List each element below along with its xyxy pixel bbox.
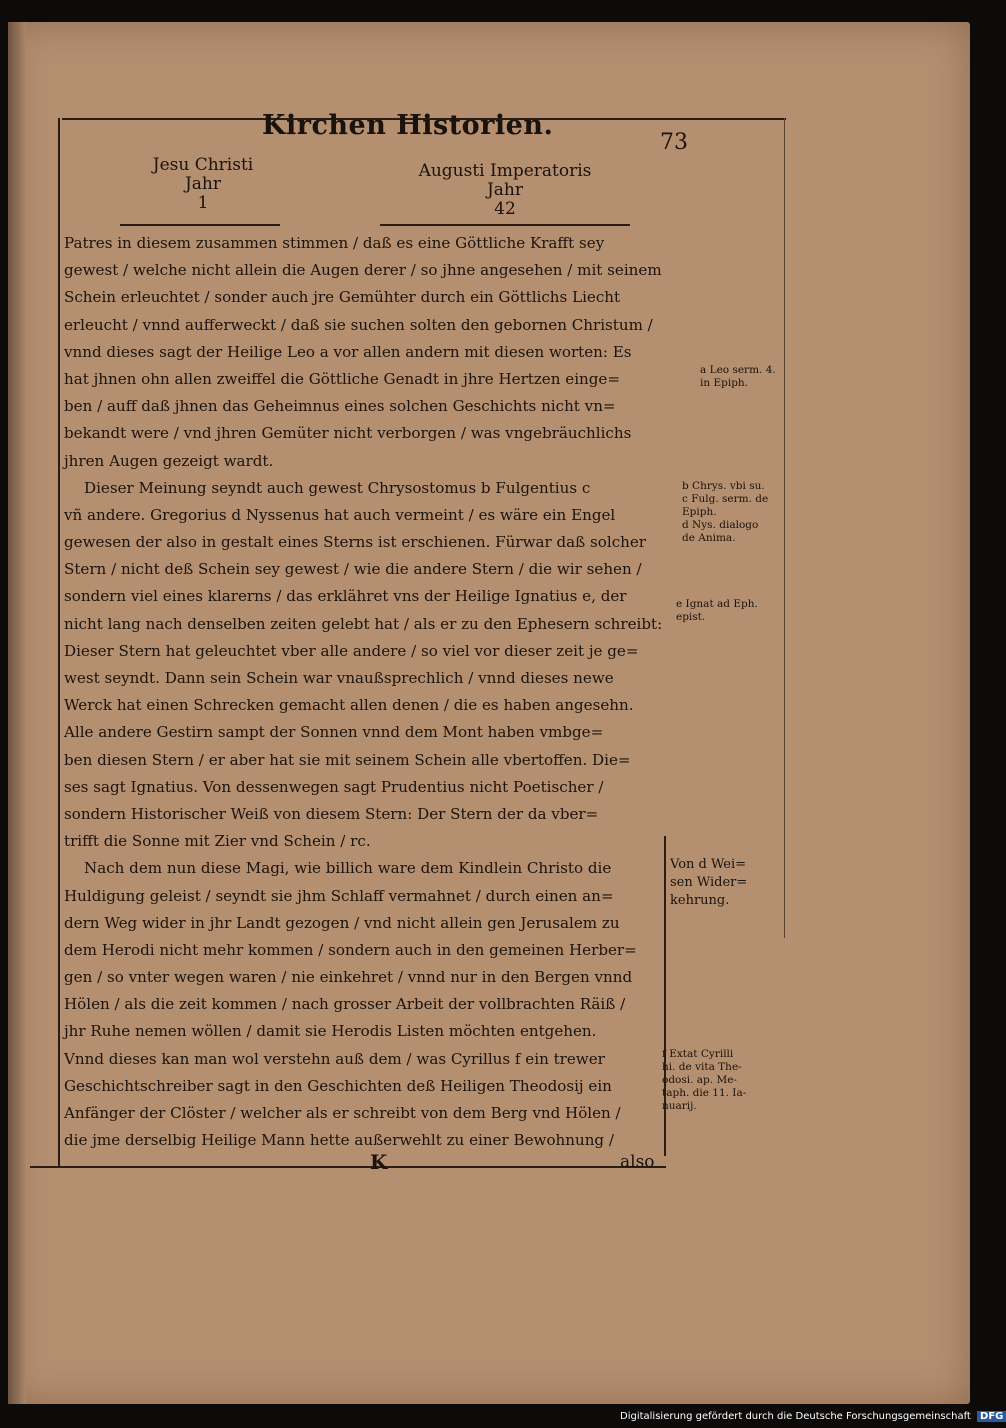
page-gutter (8, 22, 26, 1404)
footer-text: Digitalisierung gefördert durch die Deutsche Forschungsgemeinschaft (620, 1411, 971, 1422)
dfg-logo-icon: DFG (977, 1411, 1006, 1422)
margin-note-e (676, 598, 758, 624)
text-line: hat jhnen ohn allen zweiffel die Göttliche Genadt in jhre Hertzen einge= (64, 369, 620, 388)
column-head-right-line3: 42 (494, 199, 516, 219)
text-line: vñ andere. Gregorius d Nyssenus hat auch vermeint / es wäre ein Engel (64, 505, 616, 524)
margin-note-line: f Extat Cyrilli (662, 1048, 734, 1060)
margin-note-line: Von d Wei= (670, 857, 747, 872)
margin-note-line: epist. (676, 611, 706, 623)
margin-note-line: taph. die 11. Ia- (662, 1087, 747, 1099)
page-number: 73 (660, 130, 688, 155)
text-line: die jme derselbig Heilige Mann hette außerwehlt zu einer Bewohnung / (64, 1131, 614, 1150)
frame-rule-left (58, 118, 60, 1168)
margin-note-line: odosi. ap. Me- (662, 1074, 737, 1086)
frame-rule-right-outer (784, 118, 785, 938)
main-text-block (64, 230, 664, 1154)
text-line: Huldigung geleist / seyndt sie jhm Schlaff vermahnet / durch einen an= (64, 886, 614, 905)
margin-note-line: a Leo serm. 4. (700, 364, 776, 376)
running-head: Kirchen Historien. (262, 110, 554, 141)
text-line: Stern / nicht deß Schein sey gewest / wie die andere Stern / die wir sehen / (64, 560, 642, 579)
column-head-right (405, 162, 605, 219)
margin-note-line: de Anima. (682, 532, 736, 544)
margin-note-line: hi. de vita The- (662, 1061, 742, 1073)
text-line: jhren Augen gezeigt wardt. (64, 451, 274, 470)
margin-note-line: e Ignat ad Eph. (676, 598, 758, 610)
margin-note-heading (670, 856, 747, 910)
text-line: dern Weg wider in jhr Landt gezogen / vnd nicht allein gen Jerusalem zu (64, 913, 620, 932)
column-head-right-line1: Augusti Imperatoris (418, 161, 592, 181)
text-line: gewest / welche nicht allein die Augen derer / so jhne angesehen / mit seinem (64, 261, 662, 280)
margin-note-line: in Epiph. (700, 377, 749, 389)
signature-mark: K (370, 1150, 388, 1174)
text-line: sondern Historischer Weiß von diesem Stern: Der Stern der da vber= (64, 804, 599, 823)
column-rule-left (120, 224, 280, 226)
column-head-right-line2: Jahr (486, 180, 524, 200)
margin-note-f (662, 1048, 746, 1113)
text-line: Vnnd dieses kan man wol verstehn auß dem / was Cyrillus f ein trewer (64, 1049, 605, 1068)
text-line: gewesen der also in gestalt eines Sterns ist erschienen. Fürwar daß solcher (64, 533, 647, 552)
text-line: ben / auff daß jhnen das Geheimnus eines solchen Geschichts nicht vn= (64, 397, 616, 416)
catchword: also (620, 1152, 655, 1172)
text-line: west seyndt. Dann sein Schein war vnaußsprechlich / vnnd dieses newe (64, 669, 614, 687)
text-line: Werck hat einen Schrecken gemacht allen denen / die es haben angesehn. (64, 696, 634, 715)
text-line: Dieser Meinung seyndt auch gewest Chrysostomus b Fulgentius c (84, 478, 591, 497)
margin-note-line: b Chrys. vbi su. (682, 480, 765, 492)
text-line: Dieser Stern hat geleuchtet vber alle andere / so viel vor dieser zeit je ge= (64, 641, 639, 660)
text-line: Hölen / als die zeit kommen / nach grosser Arbeit der vollbrachten Räiß / (64, 995, 626, 1014)
margin-note-line: nuarij. (662, 1100, 697, 1112)
text-line: Geschichtschreiber sagt in den Geschichten deß Heiligen Theodosij ein (64, 1076, 612, 1095)
text-line: Alle andere Gestirn sampt der Sonnen vnnd dem Mont haben vmbge= (64, 723, 604, 742)
text-line: sondern viel eines klarerns / das erklähret vns der Heilige Ignatius e, der (64, 587, 627, 606)
frame-rule-bottom (30, 1166, 666, 1168)
margin-note-line: sen Wider= (670, 875, 748, 890)
text-line: ses sagt Ignatius. Von dessenwegen sagt Prudentius nicht Poetischer / (64, 777, 604, 796)
margin-note-a (700, 364, 776, 390)
text-line: nicht lang nach denselben zeiten gelebt hat / als er zu den Ephesern schreibt: (64, 614, 663, 633)
text-line: Anfänger der Clöster / welcher als er schreibt von dem Berg vnd Hölen / (64, 1104, 621, 1122)
column-rule-right (380, 224, 630, 226)
margin-note-line: d Nys. dialogo (682, 519, 759, 531)
text-line: gen / so vnter wegen waren / nie einkehret / vnnd nur in den Bergen vnnd (64, 968, 633, 987)
text-line: trifft die Sonne mit Zier vnd Schein / rc. (64, 832, 371, 851)
text-line: Patres in diesem zusammen stimmen / daß es eine Göttliche Krafft sey (64, 234, 605, 252)
margin-note-line: c Fulg. serm. de (682, 493, 769, 505)
footer-credit (620, 1411, 1004, 1422)
column-head-left-line1: Jesu Christi (152, 155, 254, 175)
text-line: ben diesen Stern / er aber hat sie mit seinem Schein alle vbertoffen. Die= (64, 750, 631, 769)
text-line: jhr Ruhe nemen wöllen / damit sie Herodis Listen möchten entgehen. (64, 1022, 597, 1041)
text-line: Schein erleuchtet / sonder auch jre Gemühter durch ein Göttlichs Liecht (64, 288, 621, 307)
margin-note-b (682, 480, 768, 545)
column-head-left-line2: Jahr (184, 174, 222, 194)
text-line: bekandt were / vnd jhren Gemüter nicht verborgen / was vngebräuchlichs (64, 424, 632, 443)
margin-note-line: kehrung. (670, 893, 730, 908)
text-line: Nach dem nun diese Magi, wie billich ware dem Kindlein Christo die (84, 859, 612, 878)
text-line: vnnd dieses sagt der Heilige Leo a vor allen andern mit diesen worten: Es (64, 342, 632, 361)
text-line: dem Herodi nicht mehr kommen / sondern auch in den gemeinen Herber= (64, 940, 637, 959)
text-line: erleucht / vnnd aufferweckt / daß sie suchen solten den gebornen Christum / (64, 315, 653, 334)
column-head-left-line3: 1 (197, 193, 209, 213)
column-head-left (138, 156, 268, 213)
margin-note-line: Epiph. (682, 506, 717, 518)
